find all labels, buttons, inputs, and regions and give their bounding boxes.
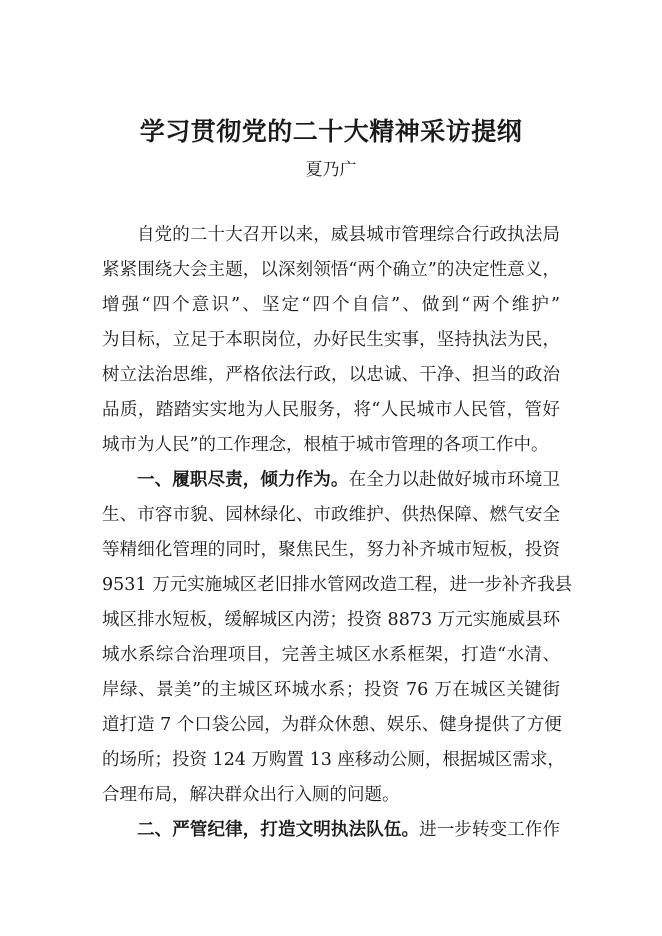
paragraph-line: 紧紧围绕大会主题，以深刻领悟“两个确立”的决定性意义， — [102, 260, 560, 280]
paragraph-first-line — [102, 463, 560, 498]
paragraph-line: 为目标，立足于本职岗位，办好民生实事，坚持执法为民， — [102, 330, 560, 350]
paragraph-line: 自党的二十大召开以来，威县城市管理综合行政执法局 — [137, 225, 560, 245]
paragraph-line: 等精细化管理的同时，聚焦民生，努力补齐城市短板，投资 — [102, 540, 560, 560]
paragraph-line: 城区排水短板，缓解城区内涝；投资 8873 万元实施威县环 — [102, 610, 561, 630]
paragraph-line: 城市为人民”的工作理念，根植于城市管理的各项工作中。 — [102, 435, 549, 455]
document-title: 学习贯彻党的二十大精神采访提纲 — [139, 117, 523, 146]
paragraph-text: 进一步转变工作作 — [419, 820, 561, 840]
paragraph-line: 合理布局，解决群众出行入厕的问题。 — [102, 785, 400, 805]
document-body — [102, 218, 573, 848]
paragraph-section-one — [102, 463, 573, 813]
paragraph-text: 在全力以赴做好城市环境卫 — [348, 470, 561, 490]
paragraph-line: 9531 万元实施城区老旧排水管网改造工程，进一步补齐我县 — [102, 575, 573, 595]
paragraph-line: 的场所；投资 124 万购置 13 座移动公厕，根据城区需求， — [102, 750, 565, 770]
document-author: 夏乃广 — [305, 160, 357, 180]
paragraph-line: 树立法治思维，严格依法行政，以忠诚、干净、担当的政治 — [102, 365, 560, 385]
paragraph-line: 生、市容市貌、园林绿化、市政维护、供热保障、燃气安全 — [102, 505, 560, 525]
paragraph-line: 岸绿、景美”的主城区环城水系；投资 76 万在城区关键街 — [102, 680, 560, 700]
section-heading: 一、履职尽责，倾力作为。 — [137, 470, 349, 490]
paragraph-line: 道打造 7 个口袋公园，为群众休憩、娱乐、健身提供了方便 — [102, 715, 562, 735]
paragraph-line: 品质，踏踏实实地为人民服务，将“人民城市人民管，管好 — [102, 400, 560, 420]
paragraph-line: 增强“四个意识”、坚定“四个自信”、做到“两个维护” — [102, 295, 560, 315]
paragraph-intro — [102, 218, 560, 463]
section-heading: 二、严管纪律，打造文明执法队伍。 — [137, 820, 420, 840]
paragraph-section-two — [102, 813, 560, 848]
paragraph-line: 城水系综合治理项目，完善主城区水系框架，打造“水清、 — [102, 645, 560, 665]
paragraph-first-line — [102, 813, 560, 848]
